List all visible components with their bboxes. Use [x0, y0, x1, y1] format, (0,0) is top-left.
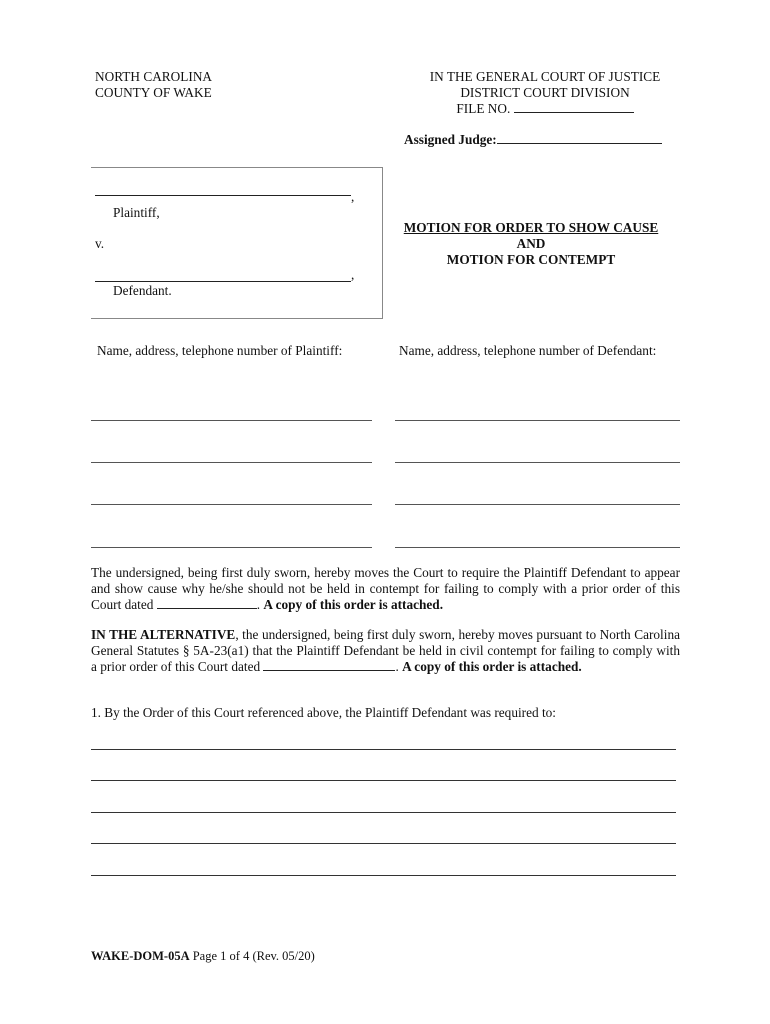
para1-text-b: Defendant to appear and show cause why he/she should not be held in contempt for failing to comply with a prior order of this Court dated [91, 565, 680, 612]
para2-text-a: , the undersigned, being first duly sworn, hereby moves pursuant to North Carolina General Statutes § 5A-23(a1) that the [91, 627, 681, 658]
requirement-line[interactable] [91, 780, 676, 781]
para1-text-c: . [256, 597, 264, 612]
plaintiff-name-field[interactable] [95, 195, 351, 196]
para2-attached-note: A copy of this order is attached. [402, 659, 582, 674]
division-name: DISTRICT COURT DIVISION [460, 85, 630, 100]
caption-top-rule [91, 167, 383, 168]
title-line-3: MOTION FOR CONTEMPT [446, 252, 616, 267]
assigned-judge-field[interactable] [497, 143, 662, 144]
para2-text-c: . [395, 659, 403, 674]
plaintiff-contact-line[interactable] [91, 462, 372, 463]
plaintiff-contact-heading: Name, address, telephone number of Plaintiff: [97, 343, 343, 358]
title-line-2: AND [516, 236, 546, 251]
page-info: Page 1 of 4 (Rev. 05/20) [189, 949, 315, 963]
para2-order-date-field[interactable] [263, 670, 395, 671]
plaintiff-contact-line[interactable] [91, 504, 372, 505]
file-number [410, 101, 680, 117]
requirement-line[interactable] [91, 843, 676, 844]
plaintiff-contact-line[interactable] [91, 420, 372, 421]
para2-lead: IN THE ALTERNATIVE [91, 627, 236, 642]
defendant-label: Defendant. [113, 283, 172, 298]
requirement-line[interactable] [91, 812, 676, 813]
assigned-judge [404, 132, 662, 148]
para2-text-b: Defendant be held in civil contempt for failing to comply with a prior order of this Court dated [91, 643, 680, 674]
assigned-judge-label: Assigned Judge: [404, 132, 497, 147]
versus-label: v. [95, 236, 105, 251]
state-name: NORTH CAROLINA [95, 69, 213, 84]
item-1-text: 1. By the Order of this Court referenced above, the Plaintiff Defendant was required to: [91, 705, 556, 720]
court-name: IN THE GENERAL COURT OF JUSTICE [429, 69, 661, 84]
para1-order-date-field[interactable] [157, 608, 257, 609]
caption-divider [382, 167, 383, 318]
plaintiff-contact-line[interactable] [91, 547, 372, 548]
form-footer [91, 949, 315, 964]
court-heading [410, 69, 680, 117]
requirement-line[interactable] [91, 875, 676, 876]
plaintiff-comma: , [351, 189, 355, 204]
defendant-comma: , [351, 267, 355, 282]
para2-plaintiff-option[interactable]: Plaintiff [296, 643, 340, 658]
plaintiff-label: Plaintiff, [113, 205, 160, 220]
contempt-paragraph [91, 627, 680, 675]
file-number-field[interactable] [514, 112, 634, 113]
defendant-name-field[interactable] [95, 281, 351, 282]
defendant-contact-line[interactable] [395, 504, 680, 505]
county-name: COUNTY OF WAKE [95, 85, 212, 100]
caption-bottom-rule [91, 318, 383, 319]
file-number-label: FILE NO. [456, 101, 514, 116]
defendant-contact-line[interactable] [395, 462, 680, 463]
defendant-contact-heading: Name, address, telephone number of Defendant: [399, 343, 657, 358]
para1-plaintiff-option[interactable]: Plaintiff [523, 565, 567, 580]
title-line-1: MOTION FOR ORDER TO SHOW CAUSE [403, 220, 659, 235]
defendant-contact-line[interactable] [395, 547, 680, 548]
requirement-line[interactable] [91, 749, 676, 750]
para1-attached-note: A copy of this order is attached. [263, 597, 444, 612]
court-location [95, 69, 212, 101]
form-id: WAKE-DOM-05A [91, 949, 190, 963]
motion-title [391, 220, 671, 268]
show-cause-paragraph [91, 565, 680, 613]
para1-text-a: The undersigned, being first duly sworn, hereby moves the Court to require the [91, 565, 520, 580]
defendant-contact-line[interactable] [395, 420, 680, 421]
